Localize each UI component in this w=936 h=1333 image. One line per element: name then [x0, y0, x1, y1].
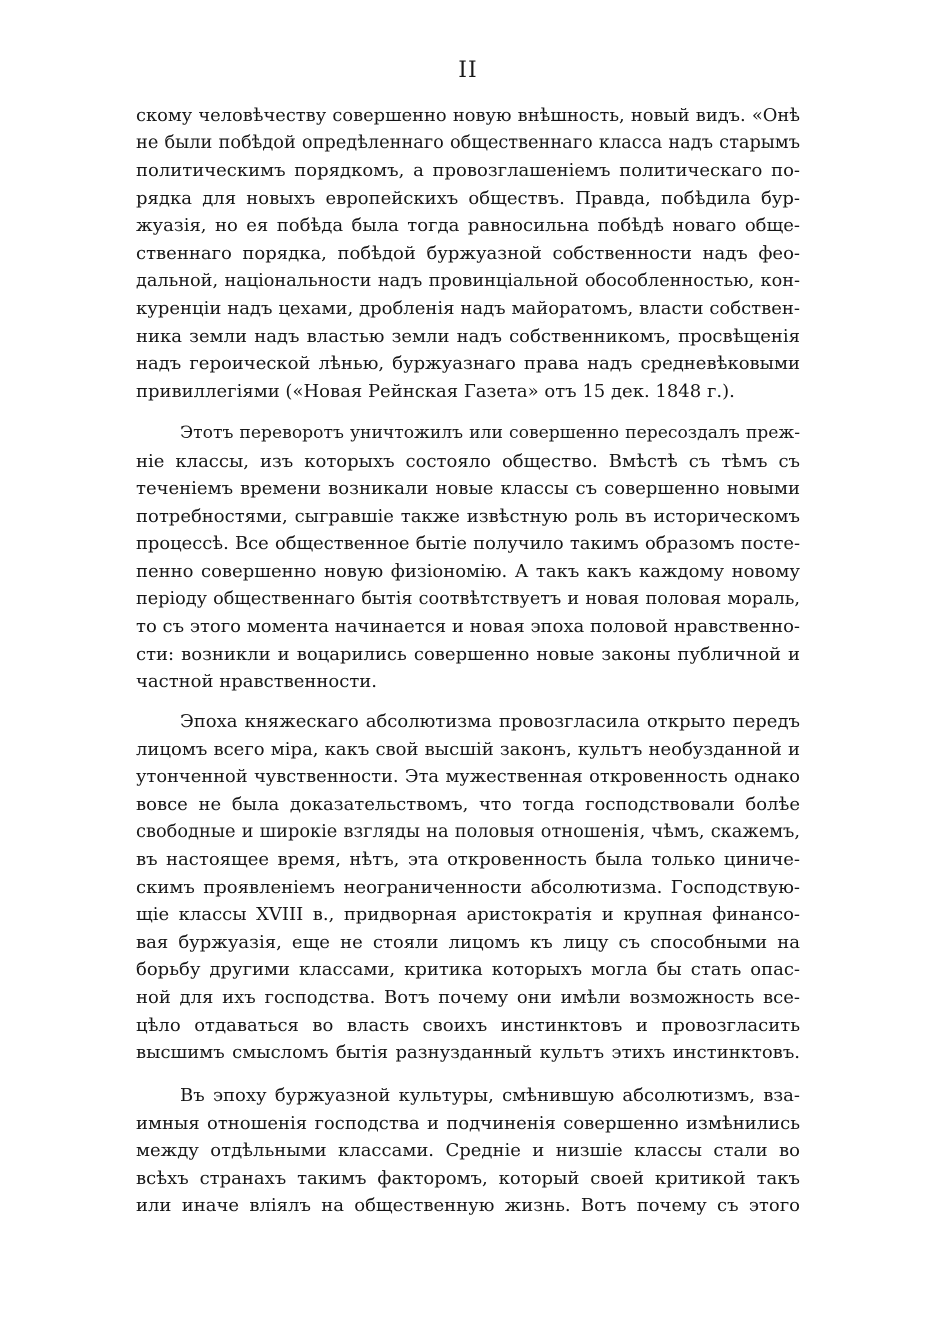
paragraph-2	[136, 420, 800, 696]
text-line: цѣло отдаваться во власть своихъ инстинктовъ и провозгласить	[136, 1014, 800, 1036]
text-line: лицомъ всего міра, какъ свой высшій законъ, культъ необузданной и	[136, 738, 800, 760]
text-line: въ настоящее время, нѣтъ, эта откровенность была только циниче-	[136, 848, 800, 870]
text-line: пенно совершенно новую физіономію. А такъ какъ каждому новому	[136, 560, 800, 582]
text-line: или иначе вліялъ на общественную жизнь. Вотъ почему съ этого	[136, 1195, 800, 1217]
text-line: Этотъ переворотъ уничтожилъ или совершенно пересоздалъ преж-	[180, 423, 800, 443]
text-line: борьбу другими классами, критика которыхъ могла бы стать опас-	[136, 959, 800, 981]
text-line: ственнаго порядка, побѣдой буржуазной собственности надъ фео-	[136, 242, 800, 264]
text-line: ніе классы, изъ которыхъ состояло общество. Вмѣстѣ съ тѣмъ съ	[136, 450, 800, 472]
text-line: всѣхъ странахъ такимъ факторомъ, который своей критикой такъ	[136, 1167, 800, 1189]
text-line: то съ этого момента начинается и новая эпоха половой нравственно-	[136, 616, 800, 638]
page-number: II	[458, 58, 478, 83]
text-line: сти: возникли и воцарились совершенно новые законы публичной и	[136, 643, 800, 665]
text-line: ника земли надъ властью земли надъ собственникомъ, просвѣщенія	[136, 325, 800, 347]
text-line: дальной, національности надъ провинціальной обособленностью, кон-	[136, 270, 800, 291]
text-line: скому человѣчеству совершенно новую внѣшность, новый видъ. «Онѣ	[136, 105, 800, 126]
paragraph-1	[136, 102, 800, 406]
text-line: куренціи надъ цехами, дробленія надъ майоратомъ, власти собствен-	[136, 298, 800, 320]
text-line: имныя отношенія господства и подчиненія совершенно измѣнились	[136, 1112, 800, 1134]
text-line: періоду общественнаго бытія соотвѣтствуетъ и новая половая мораль,	[136, 588, 800, 609]
text-line: Въ эпоху буржуазной культуры, смѣнившую абсолютизмъ, вза-	[180, 1085, 800, 1106]
paragraph-3	[136, 708, 800, 1067]
text-line: скимъ проявленіемъ неограниченности абсолютизма. Господствую-	[136, 876, 800, 898]
text-line: вовсе не была доказательствомъ, что тогда господствовали болѣе	[136, 793, 800, 815]
text-line: надъ героической лѣнью, буржуазнаго права надъ средневѣковыми	[136, 353, 800, 375]
text-line: процессѣ. Все общественное бытіе получило такимъ образомъ посте-	[136, 533, 800, 555]
text-line: между отдѣльными классами. Средніе и низшіе классы стали во	[136, 1140, 800, 1162]
text-line: политическимъ порядкомъ, а провозглашеніемъ политическаго по-	[136, 160, 800, 182]
text-line: частной нравственности.	[136, 671, 378, 693]
text-line: утонченной чувственности. Эта мужественная откровенность однако	[136, 766, 800, 788]
text-line: щіе классы XVIII в., придворная аристократія и крупная финансо-	[136, 904, 800, 926]
text-line: свободные и широкіе взгляды на половыя отношенія, чѣмъ, скажемъ,	[136, 821, 800, 843]
text-line: Эпоха княжескаго абсолютизма провозгласила открыто передъ	[180, 711, 800, 732]
text-line: вая буржуазія, еще не стояли лицомъ къ лицу съ способными на	[136, 931, 800, 953]
text-line: жуазія, но ея побѣда была тогда равносильна побѣдѣ новаго обще-	[136, 215, 800, 237]
text-line: высшимъ смысломъ бытія разнузданный культъ этихъ инстинктовъ.	[136, 1042, 800, 1064]
text-line: рядка для новыхъ европейскихъ обществъ. Правда, побѣдила бур-	[136, 187, 800, 209]
text-line: не были побѣдой опредѣленнаго общественнаго класса надъ старымъ	[136, 132, 800, 153]
text-line: теченіемъ времени возникали новые классы съ совершенно новыми	[136, 478, 800, 500]
text-line: потребностями, сыгравшіе также извѣстную роль въ историческомъ	[136, 505, 800, 527]
text-line: привиллегіями («Новая Рейнская Газета» отъ 15 дек. 1848 г.).	[136, 380, 735, 402]
text-line: ной для ихъ господства. Вотъ почему они имѣли возможность все-	[136, 986, 800, 1008]
paragraph-4	[136, 1082, 800, 1220]
